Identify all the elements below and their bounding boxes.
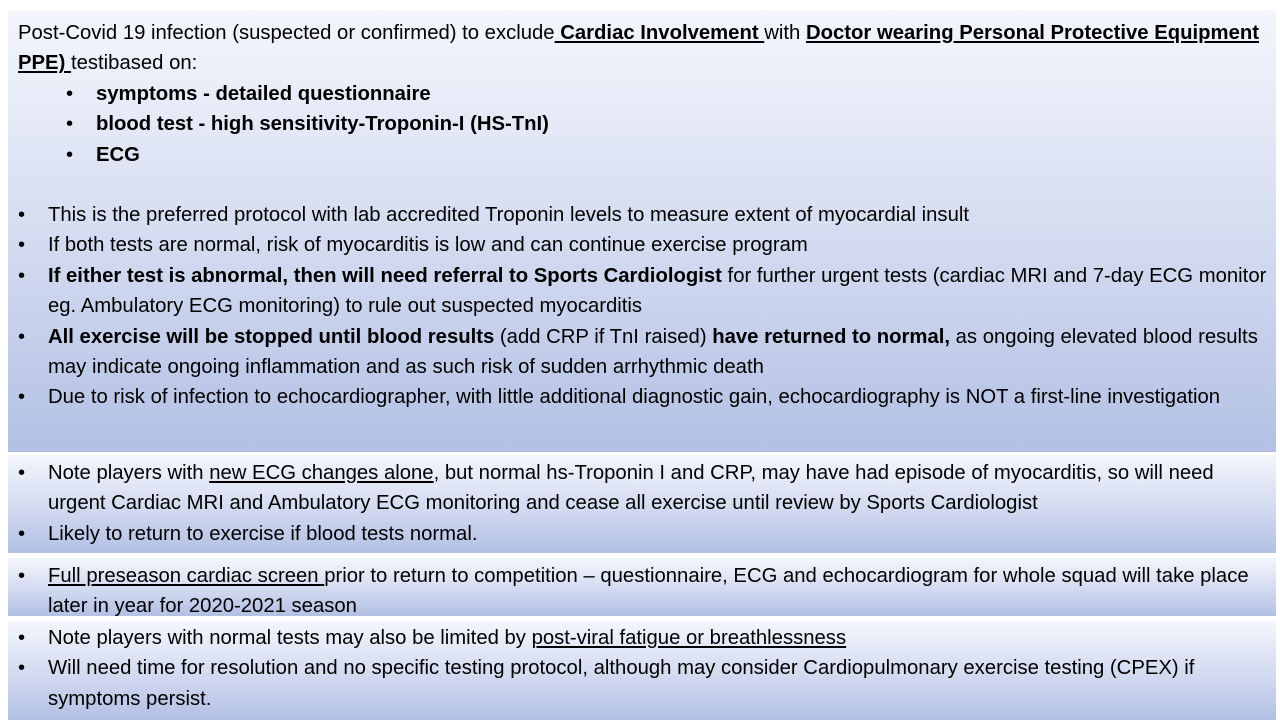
list-item: • If both tests are normal, risk of myocarditis is low and can continue exercise program [18, 230, 1276, 260]
underlined-text: post-viral fatigue or breathlessness [531, 627, 847, 649]
test-item: • ECG [18, 140, 1276, 170]
intro-text: Post-Covid 19 infection (suspected or confirmed) to exclude [18, 22, 555, 44]
test-item: • symptoms - detailed questionnaire [18, 79, 1276, 109]
fatigue-list [18, 623, 1276, 714]
item-text: as ongoing elevated blood results may indicate ongoing inflammation and as such risk of sudden arrhythmic death [48, 325, 1258, 379]
fatigue-panel [8, 621, 1276, 720]
list-item: • Will need time for resolution and no specific testing protocol, although may consider Cardiopulmonary exercise testing (CPEX) if symptoms persist. [18, 653, 1276, 714]
ppe-text: Doctor wearing Personal Protective Equipment PPE) [18, 22, 1260, 75]
list-item: • Due to risk of infection to echocardiographer, with little additional diagnostic gain, echocardiography is NOT a first-line investigation [18, 382, 1276, 412]
item-text: for further urgent tests (cardiac MRI and 7-day ECG monitor eg. Ambulatory ECG monitoring) to rule out suspected myocarditis [48, 264, 1267, 318]
ecg-list [18, 458, 1276, 549]
list-item: • Likely to return to exercise if blood tests normal. [18, 519, 1276, 549]
intro-end-text: testibased on: [70, 52, 198, 75]
bold-text: All exercise will be stopped until blood results [48, 325, 495, 348]
item-text: (add CRP if TnI raised) [494, 325, 713, 348]
test-list [18, 79, 1276, 170]
cardiac-involvement-text: Cardiac Involvement [554, 22, 765, 44]
list-item [18, 623, 1276, 653]
intro-with-text: with [764, 22, 806, 44]
underlined-text: Full preseason cardiac screen [48, 565, 325, 587]
list-item [18, 458, 1276, 519]
list-item: • This is the preferred protocol with lab accredited Troponin levels to measure extent of myocardial insult [18, 200, 1276, 230]
protocol-list [18, 200, 1276, 413]
list-item [18, 561, 1276, 622]
preseason-list [18, 561, 1276, 622]
preseason-panel [8, 558, 1276, 616]
list-item [18, 322, 1276, 383]
item-text: Note players with normal tests may also be limited by [48, 627, 532, 649]
item-text: , but normal hs-Troponin I and CRP, may have had episode of myocarditis, so will need urgent Cardiac MRI and Ambulatory ECG monitoring and cease all exercise until review by Sports Cardiologist [48, 462, 1214, 515]
ecg-changes-panel [8, 455, 1276, 553]
item-text: prior to return to competition – questionnaire, ECG and echocardiogram for whole squad will take place later in year for 2020-2021 season [48, 565, 1249, 618]
intro-paragraph [18, 18, 1276, 79]
bold-text: have returned to normal, [712, 325, 951, 348]
protocol-panel [8, 10, 1276, 452]
underlined-text: new ECG changes alone [209, 462, 434, 484]
item-text: Note players with [48, 462, 210, 484]
list-item [18, 261, 1276, 322]
bold-text: If either test is abnormal, then will need referral to Sports Cardiologist [48, 264, 722, 287]
test-item: • blood test - high sensitivity-Troponin-I (HS-TnI) [18, 109, 1276, 139]
